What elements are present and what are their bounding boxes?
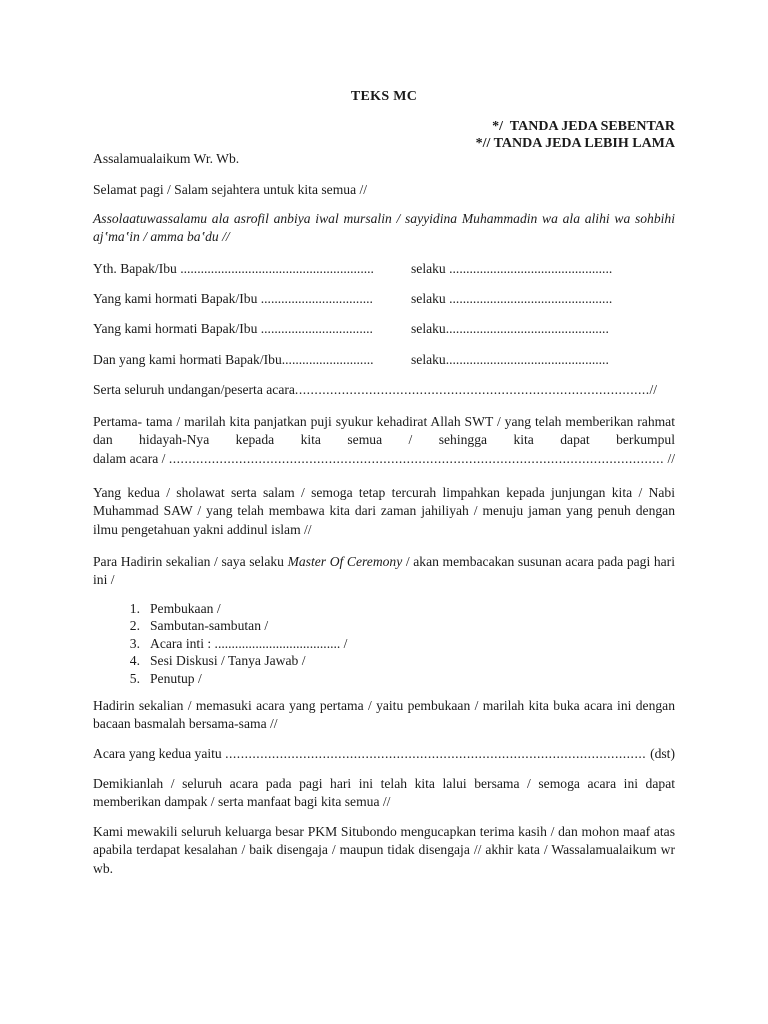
mc-role: Master Of Ceremony	[287, 554, 403, 569]
agenda-text: Sambutan-sambutan /	[150, 618, 269, 634]
agenda-number: 5.	[129, 670, 140, 686]
gratitude-last-line	[93, 450, 675, 468]
honor-line	[93, 351, 643, 369]
agenda-text: Acara inti : ..................................... /	[150, 635, 348, 651]
honor-role: selaku ................................................	[411, 291, 613, 306]
sholawat-paragraph: Yang kedua / sholawat serta salam / semoga tetap tercurah limpahkan kepada junjungan kita / Nabi Muhammad SAW / yang telah membawa kita dari zaman jahiliyah / menuju jaman yang penuh dengan ilmu pengetahuan yakni addinul islam //	[93, 485, 675, 537]
gratitude-paragraph	[93, 413, 675, 468]
opening-greeting: Assalamualaikum Wr. Wb.	[93, 151, 240, 166]
honor-name: Yth. Bapak/Ibu .........................................................	[93, 261, 374, 276]
pause-mark: //	[664, 450, 675, 466]
legend-long-pause: *// TANDA JEDA LEBIH LAMA	[475, 136, 675, 151]
agenda-item	[93, 600, 347, 617]
mc-intro-text: Para Hadirin sekalian / saya selaku	[93, 554, 288, 569]
agenda-number: 1.	[129, 601, 140, 616]
second-agenda-text: Acara yang kedua yaitu	[93, 746, 226, 761]
salutation-line: Selamat pagi / Salam sejahtera untuk kita semua //	[93, 182, 368, 197]
gratitude-text: Pertama- tama / marilah kita panjatkan puji syukur kehadirat Allah SWT / yang telah memberikan rahmat dan hidayah-Nya kepada kita semua / sehingga kita dapat berkumpul	[93, 414, 675, 448]
agenda-text: Sesi Diskusi / Tanya Jawab /	[150, 653, 306, 669]
agenda-number: 4.	[129, 653, 140, 669]
arabic-salutation: Assolaatuwassalamu ala asrofil anbiya iwal mursalin / sayyidina Muhammadin wa ala alihi wa sohbihi ajʽmaʽin / amma baʽdu //	[93, 211, 675, 245]
agenda-number: 2.	[129, 618, 140, 634]
dotted-fill	[169, 450, 664, 468]
honor-role: selaku ................................................	[411, 261, 613, 276]
document-page	[93, 0, 679, 1024]
dotted-fill	[295, 381, 650, 399]
closing-summary-paragraph: Demikianlah / seluruh acara pada pagi hari ini telah kita lalui bersama / semoga acara ini dapat memberikan dampak / serta manfaat bagi kita semua //	[93, 776, 675, 810]
closing-paragraph: Kami mewakili seluruh keluarga besar PKM Situbondo mengucapkan terima kasih / dan mohon maaf atas apabila terdapat kesalahan / baik disengaja / maupun tidak disengaja // akhir kata / Wassalamualaikum wr wb.	[93, 824, 675, 876]
agenda-text: Pembukaan /	[150, 601, 221, 616]
honor-name: Dan yang kami hormati Bapak/Ibu...........................	[93, 352, 374, 367]
mc-intro-paragraph	[93, 553, 679, 590]
honor-role: selaku................................................	[411, 321, 609, 336]
continuation-mark: (dst)	[646, 746, 675, 761]
agenda-list	[93, 600, 347, 687]
agenda-item	[93, 635, 347, 652]
honor-line	[93, 260, 643, 278]
honor-name: Yang kami hormati Bapak/Ibu .................................	[93, 291, 373, 306]
guests-text: Serta seluruh undangan/peserta acara	[93, 382, 295, 397]
honor-line	[93, 320, 643, 338]
honor-name: Yang kami hormati Bapak/Ibu .................................	[93, 321, 373, 336]
gratitude-lead: dalam acara /	[93, 450, 169, 466]
pause-mark: //	[649, 382, 657, 397]
honor-role: selaku................................................	[411, 352, 609, 367]
mc-intro-text-end: / akan membacakan susunan acara pada pagi hari ini /	[93, 554, 679, 588]
agenda-text: Penutup /	[150, 670, 202, 686]
agenda-number: 3.	[129, 635, 140, 651]
page-title: TEKS MC	[350, 89, 418, 104]
guests-line	[93, 381, 657, 399]
agenda-item	[93, 652, 347, 669]
pause-legend	[476, 118, 675, 152]
opening-paragraph: Hadirin sekalian / memasuki acara yang pertama / yaitu pembukaan / marilah kita buka acara ini dengan bacaan basmalah bersama-sama //	[93, 698, 675, 732]
honor-line	[93, 290, 643, 308]
agenda-item	[93, 617, 347, 634]
dotted-fill	[225, 745, 647, 763]
legend-short-pause: */ TANDA JEDA SEBENTAR	[492, 119, 675, 134]
agenda-item	[93, 670, 347, 687]
second-agenda-line	[93, 745, 675, 763]
